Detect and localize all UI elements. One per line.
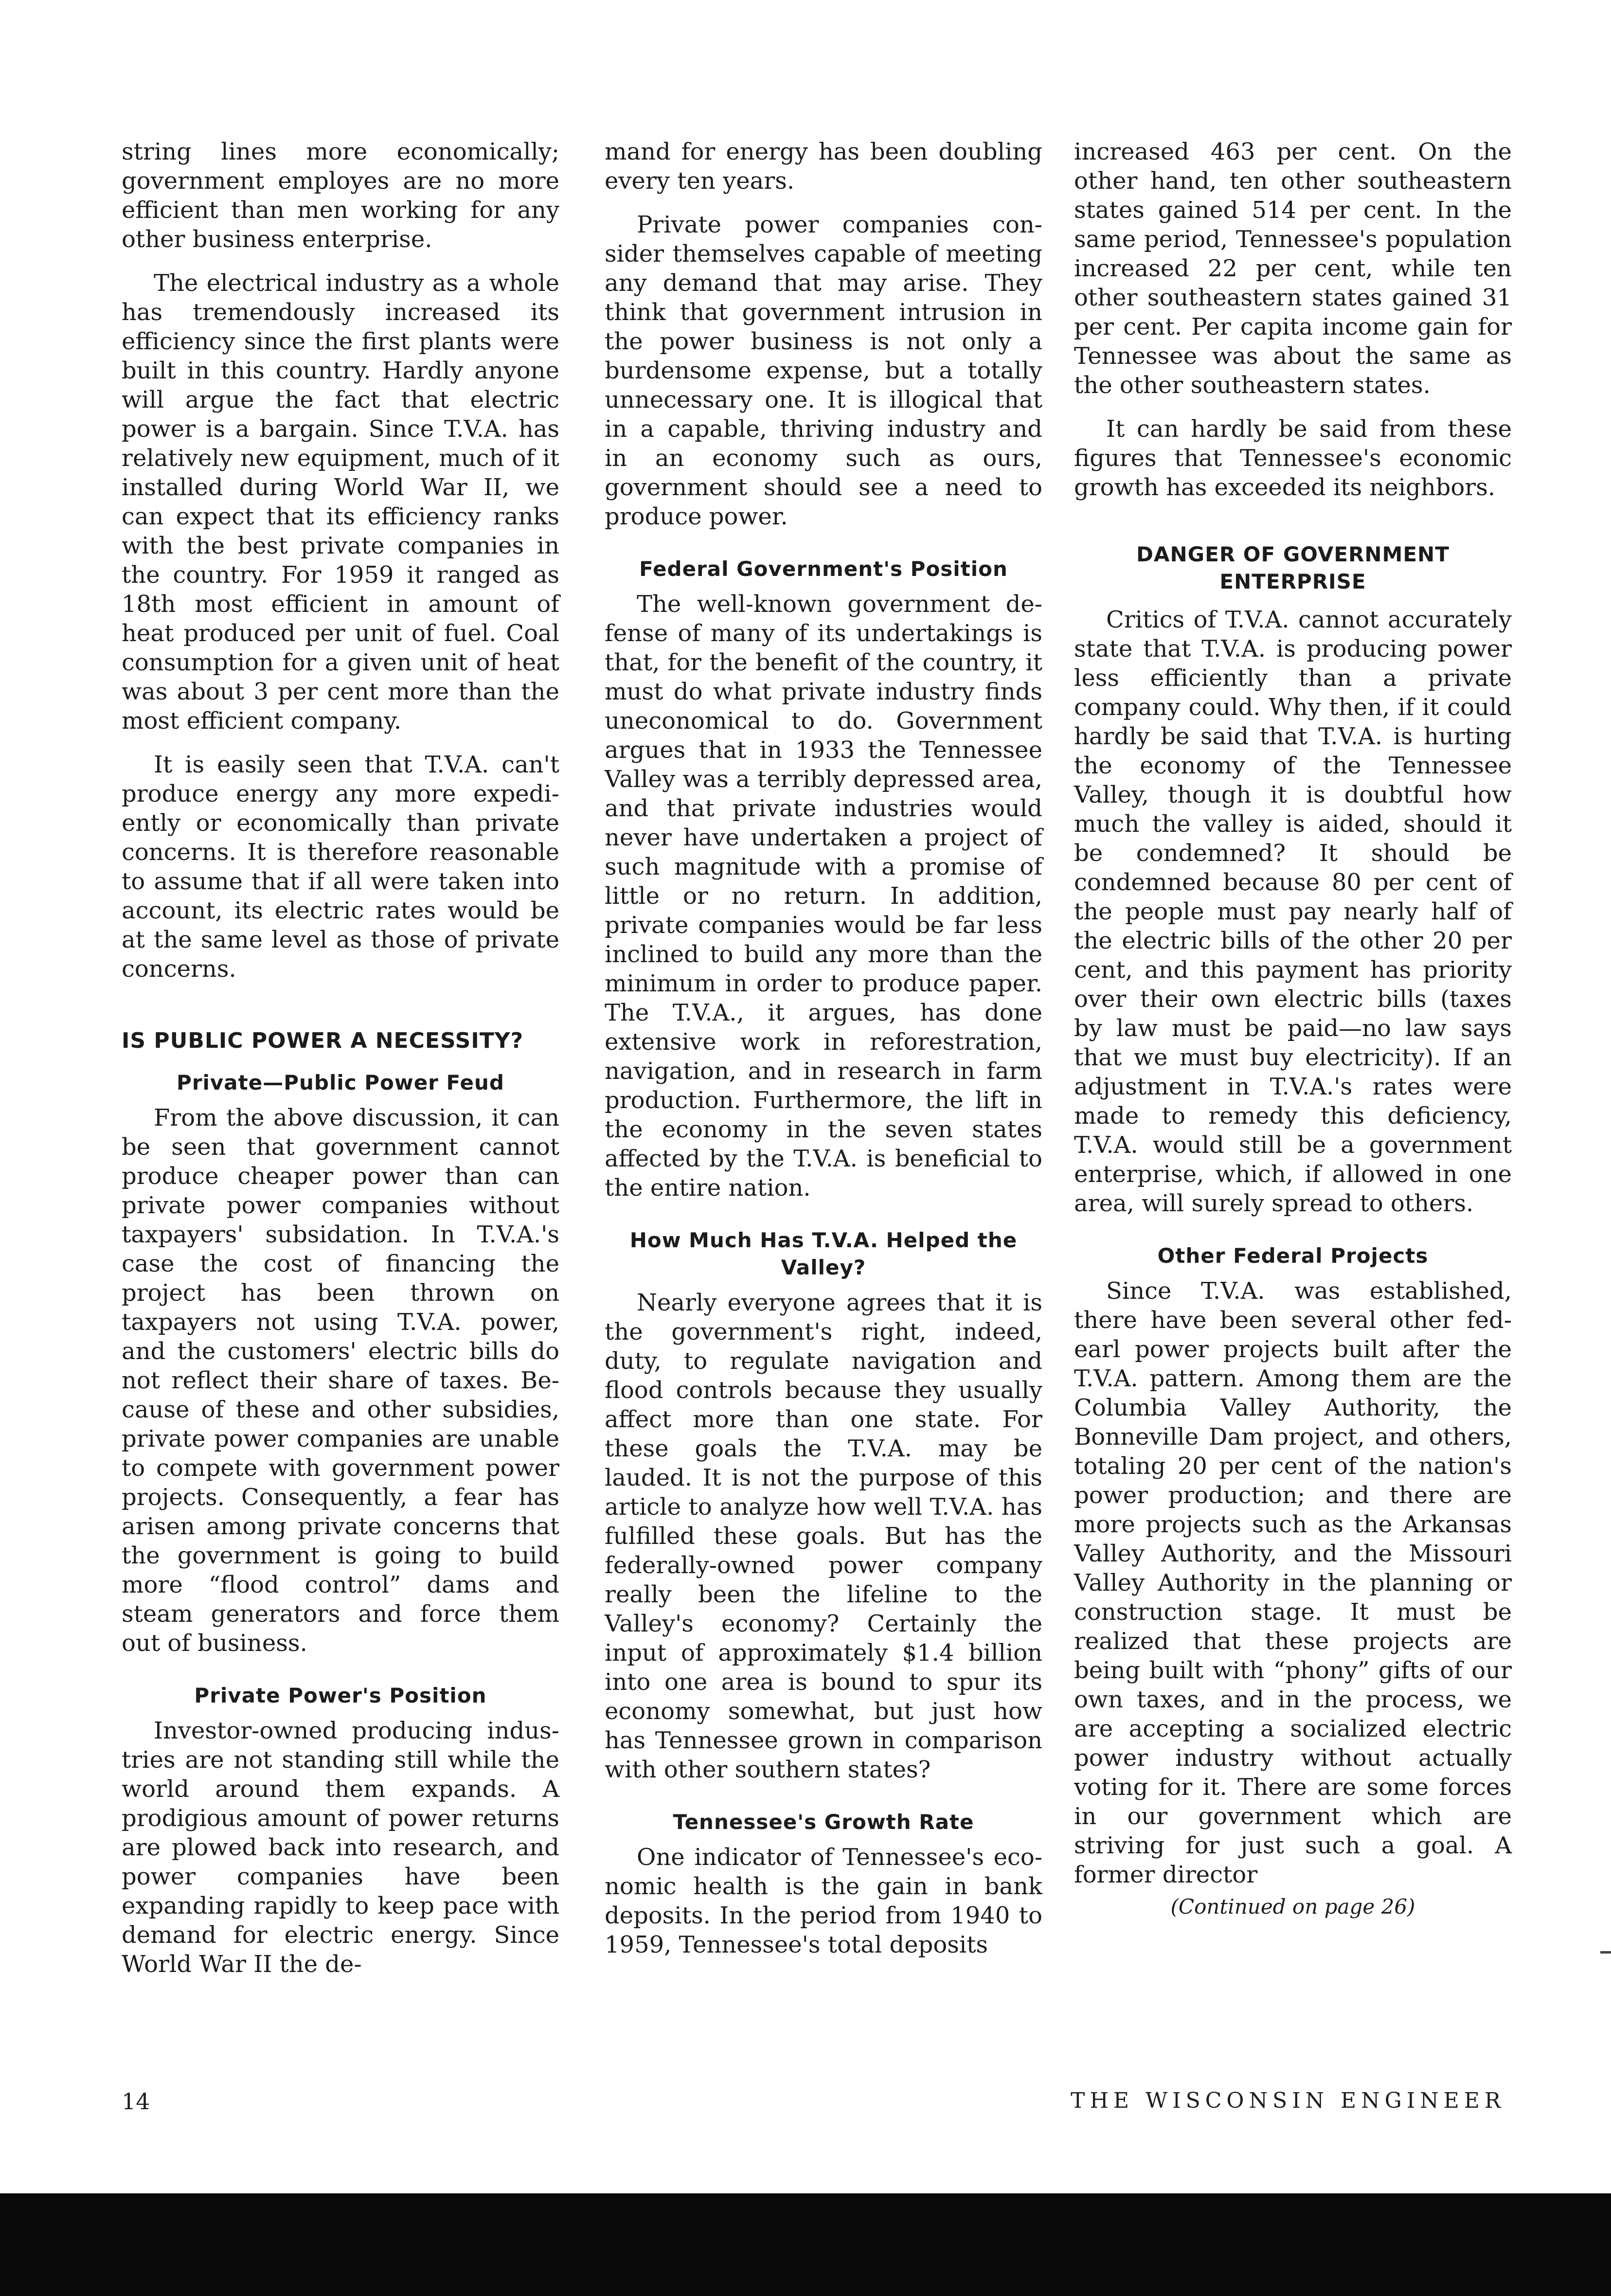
subsection-heading: Tennessee's Growth Rate (673, 1810, 974, 1834)
text-column-1 (122, 137, 559, 1993)
paragraph: Since T.V.A. was established, there have been several other fedearl power projects built after the T.V.A. pattern. Among them are the Columbia Valley Authority, the Bonneville Dam project, and others, totaling 20 per cent of the nation's power production; and there are more projects such as the Arkansas Valley Authority, and the Missouri Valley Authority in the planning or construction stage. It must be realized that these projects are being built with “phony” gifts of our own taxes, and in the process, we are accepting a socialized electric power industry without actually voting for it. There are some forces in our government which are striving for just such a goal. A former director (1074, 1277, 1512, 1888)
margin-mark (1600, 1951, 1611, 1954)
paragraph: Critics of T.V.A. cannot accurately state that T.V.A. is producing power less efficiently than a private company could. Why then, if it could hardly be said that T.V.A. is hurting the economy of the Tennessee Valley, though it is doubtful how much the valley is aided, should it be condemned? It should be condemned because 80 per cent of the people must pay nearly half of the electric bills of the other 20 per cent, and this payment has priority over their own electric bills (taxes by law must be paid—no law says that we must buy electricity). If an adjustment in T.V.A.'s rates were made to remedy this deficiency, T.V.A. would still be a government enterprise, which, if allowed in one area, will surely spread to others. (1074, 606, 1512, 1217)
subsection-heading: How Much Has T.V.A. Helped the Valley? (629, 1228, 1018, 1279)
journal-title: THE WISCONSIN ENGINEER (1071, 2088, 1505, 2113)
paragraph: Private power companies consider themselves capable of meeting any demand that may arise. They think that government intrusion in the power business is not only a burdensome expense, but a totally unnecessary one. It is illogical that in a capable, thriving industry and in an economy such as ours, government should see a need to produce power. (605, 211, 1042, 530)
subsection-heading: Private—Public Power Feud (177, 1071, 504, 1094)
paragraph: The well-known government defense of many of its undertakings is that, for the benefit of the country, it must do what private industry finds uneconomical to do. Government argues that in 1933 the Tennessee Valley was a terribly depressed area, and that private industries would never have undertaken a project of such magnitude with a promise of little or no return. In addition, private companies would be far less inclined to build any more than the minimum in order to produce paper. The T.V.A., it argues, has done extensive work in reforestration, navigation, and in research in farm production. Furthermore, the lift in the economy in the seven states affected by the T.V.A. is beneficial to the entire nation. (605, 591, 1042, 1202)
text-column-2 (605, 137, 1042, 1974)
continued-note: (Continued on page 26) (1170, 1895, 1415, 1919)
text-column-3 (1074, 137, 1512, 1919)
subsection-heading: Private Power's Position (194, 1684, 487, 1707)
scan-border (0, 2193, 1611, 2296)
paragraph: One indicator of Tennessee's economic health is the gain in bank deposits. In the period from 1940 to 1959, Tennessee's total deposits (605, 1844, 1042, 1958)
subsection-heading: Other Federal Projects (1157, 1244, 1429, 1268)
subsection-heading: Federal Government's Position (639, 557, 1008, 581)
paragraph: From the above discussion, it can be seen that government cannot produce cheaper power than can private power companies without taxpayers' subsidation. In T.V.A.'s case the cost of financing the project has been thrown on taxpayers not using T.V.A. power, and the customers' electric bills do not reflect their share of taxes. Because of these and other subsidies, private power companies are unable to compete with government power projects. Consequently, a fear has arisen among private concerns that the government is going to build more “flood control” dams and steam generators and force them out of business. (122, 1104, 559, 1657)
page-number: 14 (122, 2088, 150, 2115)
paragraph: increased 463 per cent. On the other hand, ten other southeastern states gained 514 per cent. In the same period, Tennessee's population increased 22 per cent, while ten other southeastern states gained 31 per cent. Per capita income gain for Tennessee was about the same as the other southeastern states. (1074, 138, 1512, 399)
paragraph: string lines more economically; government employes are no more efficient than men working for any other business enterprise. (122, 138, 559, 253)
section-heading: IS PUBLIC POWER A NECESSITY? (122, 1028, 524, 1053)
paragraph: It is easily seen that T.V.A. can't produce energy any more expediently or economically than private concerns. It is therefore reasonable to assume that if all were taken into account, its electric rates would be at the same level as those of private concerns. (122, 751, 559, 983)
section-heading: DANGER OF GOVERNMENT ENTERPRISE (1136, 542, 1450, 593)
paragraph: mand for energy has been doubling every ten years. (605, 138, 1042, 195)
paragraph: Nearly everyone agrees that it is the government's right, indeed, duty, to regulate navigation and flood controls because they usually affect more than one state. For these goals the T.V.A. may be lauded. It is not the purpose of this article to analyze how well T.V.A. has fulfilled these goals. But has the federally-owned power company really been the lifeline to the Valley's economy? Certainly the input of approximately $1.4 billion into one area is bound to spur its economy somewhat, but just how has Tennessee grown in comparison with other southern states? (605, 1289, 1042, 1783)
paragraph: The electrical industry as a whole has tremendously increased its efficiency since the first plants were built in this country. Hardly anyone will argue the fact that electric power is a bargain. Since T.V.A. has relatively new equipment, much of it installed during World War II, we can expect that its efficiency ranks with the best private companies in the country. For 1959 it ranged as 18th most efficient in amount of heat produced per unit of fuel. Coal consumption for a given unit of heat was about 3 per cent more than the most efficient company. (122, 269, 559, 735)
paragraph: It can hardly be said from these figures that Tennessee's economic growth has exceeded its neighbors. (1074, 415, 1512, 501)
paragraph: Investor-owned producing industries are not standing still while the world around them expands. A prodigious amount of power returns are plowed back into research, and power companies have been expanding rapidly to keep pace with demand for electric energy. Since World War II the de- (122, 1717, 559, 1978)
